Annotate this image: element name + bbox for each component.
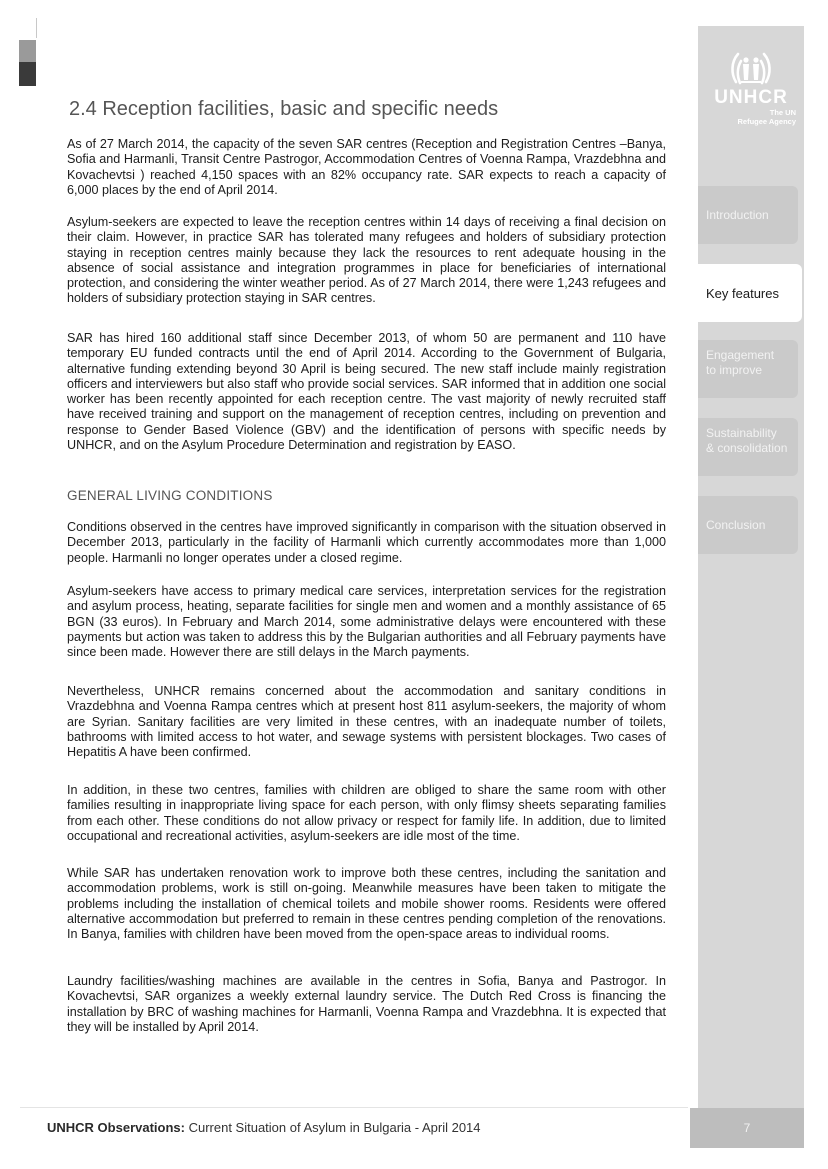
- paragraph-staffing: SAR has hired 160 additional staff since December 2013, of whom 50 are permanent and 110 have temporary EU funded contracts until the end of April 2014. According to the Government of Bulgaria, alternative funding extending beyond 30 April is being secured. The new staff include mainly registration officers and interviewers but also staff who provide social services. SAR informed that in addition one social worker has been recently appointed for each reception centre. The vast majority of newly recruited staff have received training and support on the management of reception centres, including on prevention and response to Gender Based Violence (GBV) and the identification of persons with specific needs by UNHCR, and on the Asylum Procedure Determination and registration by EASO.: [67, 331, 666, 453]
- sub-heading-living-conditions: GENERAL LIVING CONDITIONS: [67, 488, 273, 503]
- edge-line: [36, 18, 37, 38]
- edge-marker-dark: [19, 62, 36, 86]
- tab-conclusion-label: Conclusion: [706, 517, 766, 532]
- tab-key-features-label: Key features: [706, 285, 779, 301]
- footer-rule: [20, 1107, 688, 1108]
- paragraph-capacity: As of 27 March 2014, the capacity of the seven SAR centres (Reception and Registration Centres –Banya, Sofia and Harmanli, Transit Centre Pastrogor, Accommodation Centres of Voenna Rampa, Vrazdebhna and Kovachevtsi ) reached 4,150 spaces with an 82% occupancy rate. SAR expects to reach a capacity of 6,000 places by the end of April 2014.: [67, 137, 666, 197]
- section-title: 2.4 Reception facilities, basic and specific needs: [69, 98, 499, 120]
- tab-introduction-label: Introduction: [706, 207, 769, 222]
- paragraph-families: In addition, in these two centres, families with children are obliged to share the same room with other families resulting in inappropriate living space for each person, with only flimsy sheets separating families from each other. These conditions do not allow privacy or respect for family life. In addition, due to limited occupational and recreational activities, asylum-seekers are idle most of the time.: [67, 783, 666, 843]
- logo-sub-line-2: Refugee Agency: [737, 117, 796, 126]
- unhcr-emblem-icon: [728, 48, 774, 88]
- sidebar: [698, 26, 804, 1148]
- tab-sustainability-label-1: Sustainability: [706, 426, 777, 440]
- unhcr-logo: [698, 48, 804, 126]
- tab-introduction[interactable]: [698, 186, 798, 244]
- tab-engagement-label-1: Engagement: [706, 348, 775, 362]
- paragraph-reception-stay: Asylum-seekers are expected to leave the reception centres within 14 days of receiving a final decision on their claim. However, in practice SAR has tolerated many refugees and holders of subsidiary protection staying in reception centres mainly because they lack the resources to rent adequate housing in the absence of social assistance and integration programmes in place for beneficiaries of international protection, and considering the winter weather period. As of 27 March 2014, there were 1,243 refugees and holders of subsidiary protection staying in SAR centres.: [67, 215, 666, 306]
- tab-key-features[interactable]: [698, 264, 802, 322]
- paragraph-conditions: Conditions observed in the centres have improved significantly in comparison with the situation observed in December 2013, particularly in the facility of Harmanli which currently accommodates more than 1,000 people. Harmanli no longer operates under a closed regime.: [67, 520, 666, 565]
- edge-marker-light: [19, 40, 36, 62]
- footer: [47, 1120, 481, 1135]
- paragraph-renovation: While SAR has undertaken renovation work to improve both these centres, including the sanitation and accommodation problems, work is still on-going. Meanwhile measures have been taken to mitigate the problems including the installation of chemical toilets and mobile shower rooms. Residents were offered alternative accommodation but preferred to remain in these centres pending completion of the renovations. In Banya, families with children have been moved from the open-space areas to individual rooms.: [67, 866, 666, 942]
- tab-conclusion[interactable]: [698, 496, 798, 554]
- tab-sustainability[interactable]: [698, 418, 798, 476]
- paragraph-sanitary: Nevertheless, UNHCR remains concerned about the accommodation and sanitary conditions in Vrazdebhna and Voenna Rampa centres which at present host 811 asylum-seekers, the majority of whom are Syrian. Sanitary facilities are very limited in these centres, with an inadequate number of toilets, bathrooms with limited access to hot water, and sewage systems with persistent blockages. Two cases of Hepatitis A have been confirmed.: [67, 684, 666, 760]
- tab-engagement[interactable]: [698, 340, 798, 398]
- tab-engagement-label-2: to improve: [706, 363, 763, 377]
- logo-name: UNHCR: [714, 87, 788, 108]
- paragraph-laundry: Laundry facilities/washing machines are available in the centres in Sofia, Banya and Pastrogor. In Kovachevtsi, SAR organizes a weekly external laundry service. The Dutch Red Cross is financing the installation by BRC of washing machines for Harmanli, Voenna Rampa and Vrazdebhna. It is expected that they will be installed by April 2014.: [67, 974, 666, 1034]
- logo-sub-line-1: The UN: [769, 108, 796, 117]
- footer-bold: UNHCR Observations:: [47, 1120, 185, 1135]
- paragraph-services: Asylum-seekers have access to primary medical care services, interpretation services for the registration and asylum process, heating, separate facilities for single men and women and a monthly assistance of 65 BGN (33 euros). In February and March 2014, some administrative delays were encountered with these payments but action was taken to address this by the Bulgarian authorities and all February payments have since been made. However there are still delays in the March payments.: [67, 584, 666, 660]
- footer-text: Current Situation of Asylum in Bulgaria - April 2014: [184, 1120, 481, 1135]
- page-number: 7: [690, 1108, 804, 1148]
- tab-sustainability-label-2: & consolidation: [706, 441, 788, 455]
